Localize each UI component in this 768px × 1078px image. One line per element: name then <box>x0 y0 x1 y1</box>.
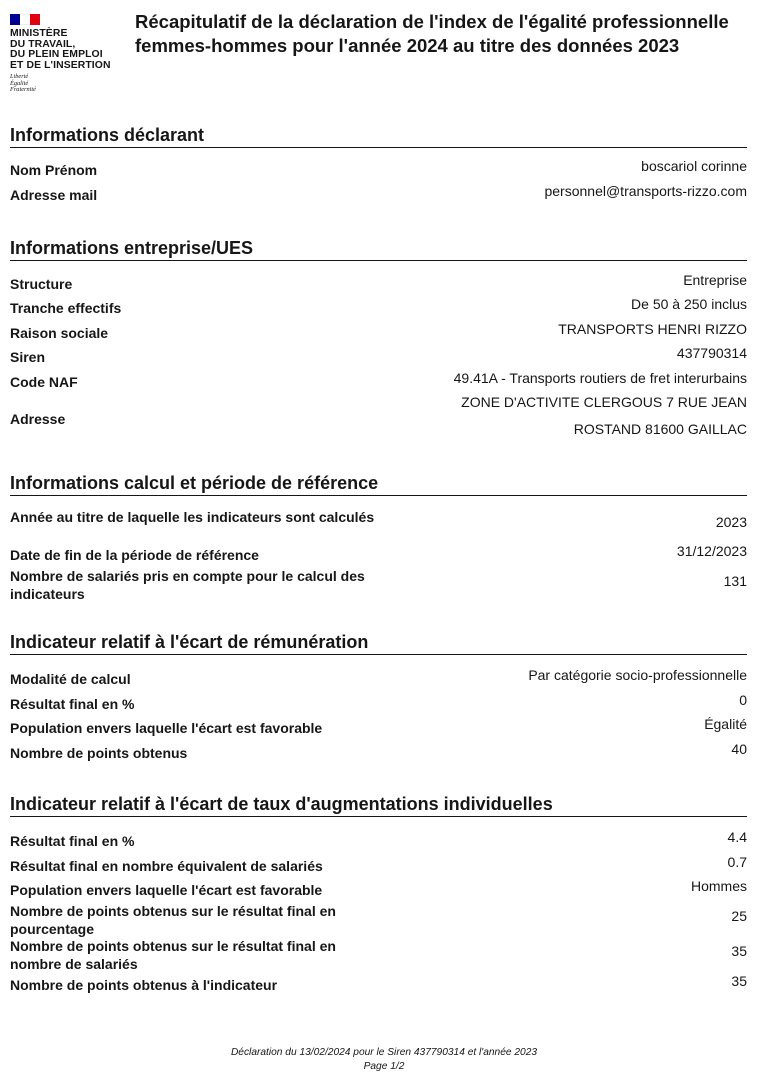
field-value: 131 <box>723 573 747 589</box>
field-label: Structure <box>10 276 73 292</box>
field-label: Résultat final en % <box>10 833 135 849</box>
field-value: Hommes <box>690 878 747 894</box>
french-flag-icon <box>10 14 40 25</box>
field-value: Entreprise <box>683 272 747 288</box>
address-line-2: ROSTAND 81600 GAILLAC <box>573 421 747 437</box>
section-augmentations <box>10 792 747 993</box>
section-entreprise <box>10 236 747 437</box>
field-label: Nombre de points obtenus à l'indicateur <box>10 977 278 993</box>
field-label: Nombre de points obtenus <box>10 745 188 761</box>
field-value: De 50 à 250 inclus <box>631 296 747 312</box>
field-label: Résultat final en nombre équivalent de salariés <box>10 858 323 874</box>
field-value: 49.41A - Transports routiers de fret interurbains <box>453 370 747 386</box>
field-label: Adresse mail <box>10 187 98 203</box>
field-label: Nombre de points obtenus sur le résultat final en nombre de salariés <box>10 938 336 972</box>
ministry-name: MINISTÈRE DU TRAVAIL, DU PLEIN EMPLOI ET DE L'INSERTION <box>10 28 111 71</box>
field-label: Code NAF <box>10 374 78 390</box>
field-value: 4.4 <box>727 829 747 845</box>
address-line-1: ZONE D'ACTIVITE CLERGOUS 7 RUE JEAN <box>461 394 747 410</box>
field-label: Adresse <box>10 411 66 427</box>
field-value: 40 <box>731 741 747 757</box>
ministry-logo <box>10 10 128 94</box>
field-label: Tranche effectifs <box>10 300 122 316</box>
field-value: personnel@transports-rizzo.com <box>544 183 747 199</box>
section-title: Indicateur relatif à l'écart de rémunération <box>10 630 747 655</box>
field-value: 0 <box>739 692 747 708</box>
field-value: 35 <box>731 943 747 959</box>
field-label: Nom Prénom <box>10 162 98 178</box>
field-value: 2023 <box>715 514 747 530</box>
field-value: 31/12/2023 <box>676 543 747 559</box>
section-calcul <box>10 471 747 602</box>
field-label: Nombre de points obtenus sur le résultat final en pourcentage <box>10 903 336 937</box>
field-label: Population envers laquelle l'écart est favorable <box>10 882 323 898</box>
field-label: Population envers laquelle l'écart est favorable <box>10 720 323 736</box>
page-number: Page 1/2 <box>363 1061 405 1072</box>
section-title: Informations déclarant <box>10 123 747 148</box>
section-declarant <box>10 123 747 203</box>
field-value: 25 <box>731 908 747 924</box>
field-label: Année au titre de laquelle les indicateurs sont calculés <box>10 509 375 525</box>
section-title: Indicateur relatif à l'écart de taux d'augmentations individuelles <box>10 792 747 817</box>
declaration-info: Déclaration du 13/02/2024 pour le Siren 437790314 et l'année 2023 <box>230 1047 538 1058</box>
field-value: 35 <box>731 973 747 989</box>
field-value: boscariol corinne <box>641 158 747 174</box>
republic-motto: Liberté Égalité Fraternité <box>10 73 36 94</box>
section-title: Informations calcul et période de référence <box>10 471 747 496</box>
field-value: Égalité <box>704 716 747 732</box>
field-value: 437790314 <box>676 345 747 361</box>
field-label: Modalité de calcul <box>10 671 131 687</box>
field-label: Raison sociale <box>10 325 109 341</box>
section-remuneration <box>10 630 747 761</box>
document-title: Récapitulatif de la déclaration de l'index de l'égalité professionnelle femmes-hommes pour l'année 2024 au titre des données 2023 <box>135 11 729 56</box>
field-label: Résultat final en % <box>10 696 135 712</box>
page-footer <box>0 1046 768 1074</box>
field-value: 0.7 <box>727 854 747 870</box>
document-header <box>10 10 758 102</box>
field-label: Nombre de salariés pris en compte pour le calcul des indicateurs <box>10 568 365 602</box>
field-value: Par catégorie socio-professionnelle <box>528 667 747 683</box>
section-title: Informations entreprise/UES <box>10 236 747 261</box>
field-value: TRANSPORTS HENRI RIZZO <box>558 321 747 337</box>
field-label: Date de fin de la période de référence <box>10 547 259 563</box>
field-label: Siren <box>10 349 46 365</box>
